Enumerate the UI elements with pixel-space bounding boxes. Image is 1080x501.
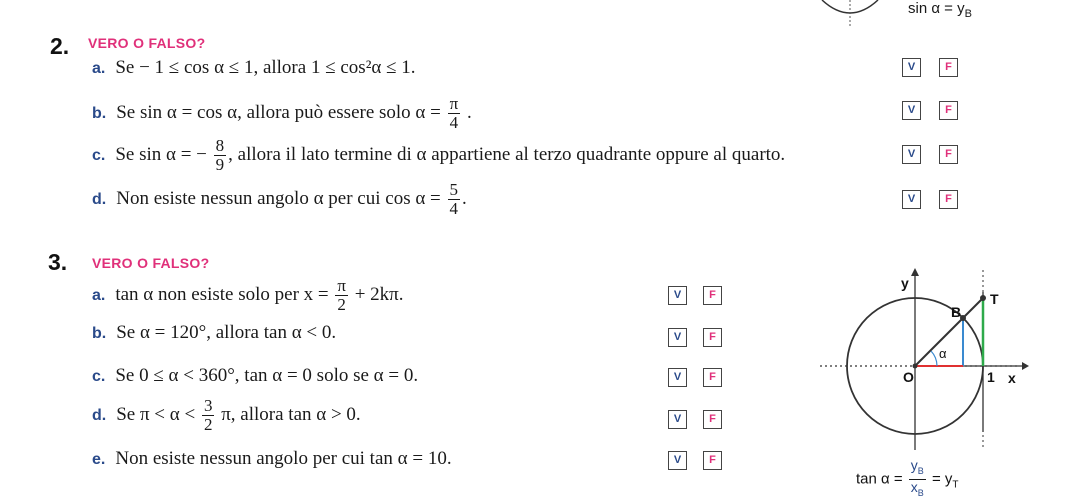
ex3-item-e: e. Non esiste nessun angolo per cui tan α = 10. bbox=[92, 448, 452, 469]
b-label: B bbox=[951, 304, 962, 320]
tan-formula: tan α = $\frac{y_B}{x_B}$ = $y_T$ bbox=[856, 457, 959, 498]
ex3-item-d: d. Se π < α < $\frac{3}{2}$ π, allora tan α > 0. bbox=[92, 396, 361, 434]
ex2-b-true-box[interactable]: V bbox=[902, 101, 921, 120]
ex3-a-true-box[interactable]: V bbox=[668, 286, 687, 305]
ex3-item-b: b. Se α = 120°, allora tan α < 0. bbox=[92, 322, 337, 343]
ex3-d-false-box[interactable]: F bbox=[703, 410, 722, 429]
ex2-item-a: a. Se − 1 ≤ cos α ≤ 1, allora 1 ≤ cos²α ≤ 1. bbox=[92, 57, 416, 78]
previous-figure-fragment bbox=[820, 0, 880, 26]
ex3-b-false-box[interactable]: F bbox=[703, 328, 722, 347]
exercise-3-number: 3. bbox=[48, 249, 68, 275]
t-label: T bbox=[990, 291, 999, 307]
ex3-item-a: a. tan α non esiste solo per x = $\frac{\pi}{2}$ + 2kπ. bbox=[92, 276, 404, 314]
ex2-d-false-box[interactable]: F bbox=[939, 190, 958, 209]
ex3-d-true-box[interactable]: V bbox=[668, 410, 687, 429]
origin-label: O bbox=[903, 369, 914, 385]
exercise-2-number: 2. bbox=[50, 33, 70, 59]
ex2-item-d: d. Non esiste nessun angolo α per cui cos α = $\frac{5}{4}$ . bbox=[92, 180, 467, 218]
ex3-a-false-box[interactable]: F bbox=[703, 286, 722, 305]
unit-circle-figure bbox=[815, 262, 1035, 452]
exercise-2-heading: VERO O FALSO? bbox=[88, 35, 206, 51]
ex2-b-false-box[interactable]: F bbox=[939, 101, 958, 120]
one-label: 1 bbox=[987, 369, 995, 385]
angle-arc bbox=[931, 351, 937, 366]
ex2-item-b: b. Se sin α = cos α, allora può essere solo α = $\frac{\pi}{4}$ . bbox=[92, 94, 472, 132]
ex2-a-false-box[interactable]: F bbox=[939, 58, 958, 77]
ex3-b-true-box[interactable]: V bbox=[668, 328, 687, 347]
ex2-c-false-box[interactable]: F bbox=[939, 145, 958, 164]
ex2-a-true-box[interactable]: V bbox=[902, 58, 921, 77]
point-O bbox=[913, 364, 918, 369]
x-axis-arrow bbox=[1022, 362, 1029, 370]
alpha-label: α bbox=[939, 346, 947, 361]
exercise-3-heading: VERO O FALSO? bbox=[92, 255, 210, 271]
point-T bbox=[980, 295, 986, 301]
ex2-c-true-box[interactable]: V bbox=[902, 145, 921, 164]
ex3-e-false-box[interactable]: F bbox=[703, 451, 722, 470]
y-axis-arrow bbox=[911, 268, 919, 276]
ex3-c-true-box[interactable]: V bbox=[668, 368, 687, 387]
ex2-item-c: c. Se sin α = − $\frac{8}{9}$ , allora il lato termine di α appartiene al terzo quadrante oppure al quarto. bbox=[92, 136, 786, 174]
ex3-item-c: c. Se 0 ≤ α < 360°, tan α = 0 solo se α = 0. bbox=[92, 365, 419, 386]
ex3-e-true-box[interactable]: V bbox=[668, 451, 687, 470]
y-axis-label: y bbox=[901, 275, 909, 291]
ex3-c-false-box[interactable]: F bbox=[703, 368, 722, 387]
terminal-side bbox=[915, 298, 983, 366]
top-formula: $\sin \alpha = y_B$ bbox=[908, 0, 972, 20]
ex2-d-true-box[interactable]: V bbox=[902, 190, 921, 209]
x-axis-label: x bbox=[1008, 370, 1016, 386]
